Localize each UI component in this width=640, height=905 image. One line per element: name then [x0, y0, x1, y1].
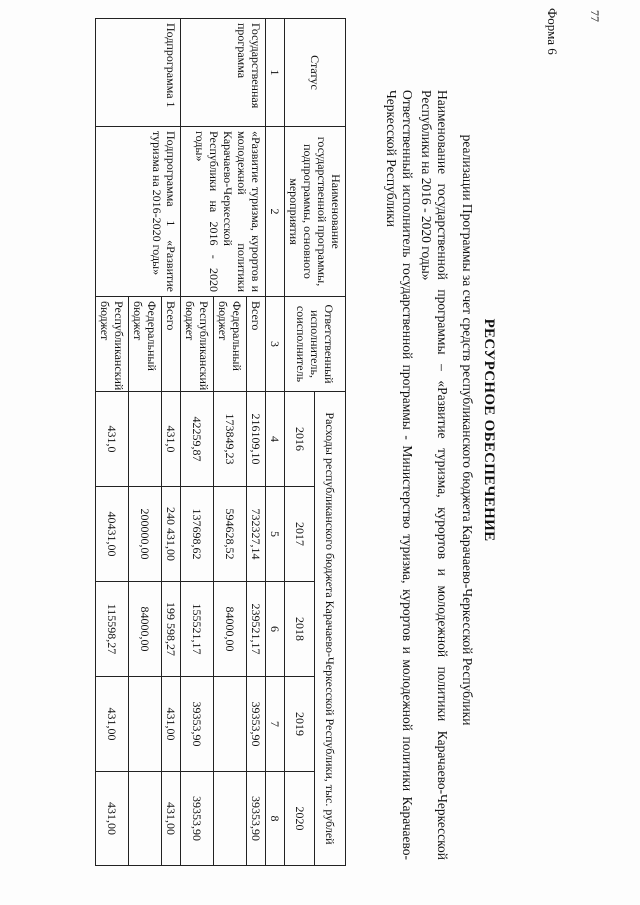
value-cell: 239521,17 [247, 582, 266, 677]
column-number: 3 [266, 297, 285, 392]
value-cell: 216109,10 [247, 392, 266, 487]
value-cell: 431,00 [162, 677, 181, 772]
value-cell: 84000,00 [129, 582, 162, 677]
value-cell: 39353,90 [181, 677, 214, 772]
row-status: Подпрограмма 1 [96, 19, 181, 127]
executor-line: Ответственный исполнитель государственной программы - Министерство туризма, курортов и молодежной политики Карачаево-Черкесской Республики [384, 90, 415, 860]
value-cell: 431,0 [162, 392, 181, 487]
table-row [162, 19, 181, 866]
value-cell [129, 772, 162, 866]
value-cell [129, 392, 162, 487]
header-expenses: Расходы республиканского бюджета Карачаево-Черкесской Республики, тыс. рублей [315, 392, 346, 866]
table-row [247, 19, 266, 866]
header-year: 2018 [285, 582, 316, 677]
column-number: 6 [266, 582, 285, 677]
header-year: 2017 [285, 487, 316, 582]
resource-table [95, 18, 346, 866]
value-cell: 115598,27 [96, 582, 129, 677]
program-name-line: Наименование государственной программы – «Развитие туризма, курортов и молодежной политики Карачаево-Черкесской Республики на 2016 - 2020 годы» [419, 90, 450, 860]
header-year: 2016 [285, 392, 316, 487]
value-cell: 431,00 [162, 772, 181, 866]
value-cell: 42259,87 [181, 392, 214, 487]
value-cell: 240 431,00 [162, 487, 181, 582]
row-source: Федеральный бюджет [129, 297, 162, 392]
header-executor: Ответственный исполнитель, соисполнитель [285, 297, 346, 392]
document-title: РЕСУРСНОЕ ОБЕСПЕЧЕНИЕ [481, 318, 497, 542]
column-number: 4 [266, 392, 285, 487]
value-cell [129, 677, 162, 772]
column-number: 5 [266, 487, 285, 582]
value-cell: 155521,17 [181, 582, 214, 677]
header-year: 2020 [285, 772, 316, 866]
value-cell: 84000,00 [214, 582, 247, 677]
row-source: Республиканский бюджет [181, 297, 214, 392]
header-year: 2019 [285, 677, 316, 772]
value-cell: 39353,90 [181, 772, 214, 866]
header-status: Статус [285, 19, 346, 127]
value-cell [214, 677, 247, 772]
column-number: 1 [266, 19, 285, 127]
document-subtitle: реализации Программы за счет средств республиканского бюджета Карачаево-Черкесской Республики [460, 134, 475, 726]
value-cell: 137698,62 [181, 487, 214, 582]
header-row [315, 19, 346, 866]
value-cell: 431,00 [96, 772, 129, 866]
column-number: 7 [266, 677, 285, 772]
value-cell: 39353,90 [247, 772, 266, 866]
column-number-row [266, 19, 285, 866]
value-cell: 594628,52 [214, 487, 247, 582]
value-cell: 200000,00 [129, 487, 162, 582]
value-cell: 732327,14 [247, 487, 266, 582]
value-cell: 40431,00 [96, 487, 129, 582]
row-source: Всего [247, 297, 266, 392]
column-number: 8 [266, 772, 285, 866]
row-name: «Развитие туризма, курортов и молодежной политики Карачаево-Черкесской Республики на 2016 - 2020 годы» [181, 127, 266, 297]
row-name: Подпрограмма 1 «Развитие туризма на 2016-2020 годы» [96, 127, 181, 297]
value-cell: 199 598,27 [162, 582, 181, 677]
value-cell: 39353,90 [247, 677, 266, 772]
column-number: 2 [266, 127, 285, 297]
value-cell: 431,00 [96, 677, 129, 772]
value-cell [214, 772, 247, 866]
row-source: Федеральный бюджет [214, 297, 247, 392]
value-cell: 431,0 [96, 392, 129, 487]
value-cell: 173849,23 [214, 392, 247, 487]
row-status: Государственная программа [181, 19, 266, 127]
row-source: Республиканский бюджет [96, 297, 129, 392]
page-number: 77 [588, 10, 602, 22]
form-label: Форма 6 [545, 8, 560, 55]
header-name: Наименование государственной программы, подпрограммы, основного мероприятия [285, 127, 346, 297]
row-source: Всего [162, 297, 181, 392]
